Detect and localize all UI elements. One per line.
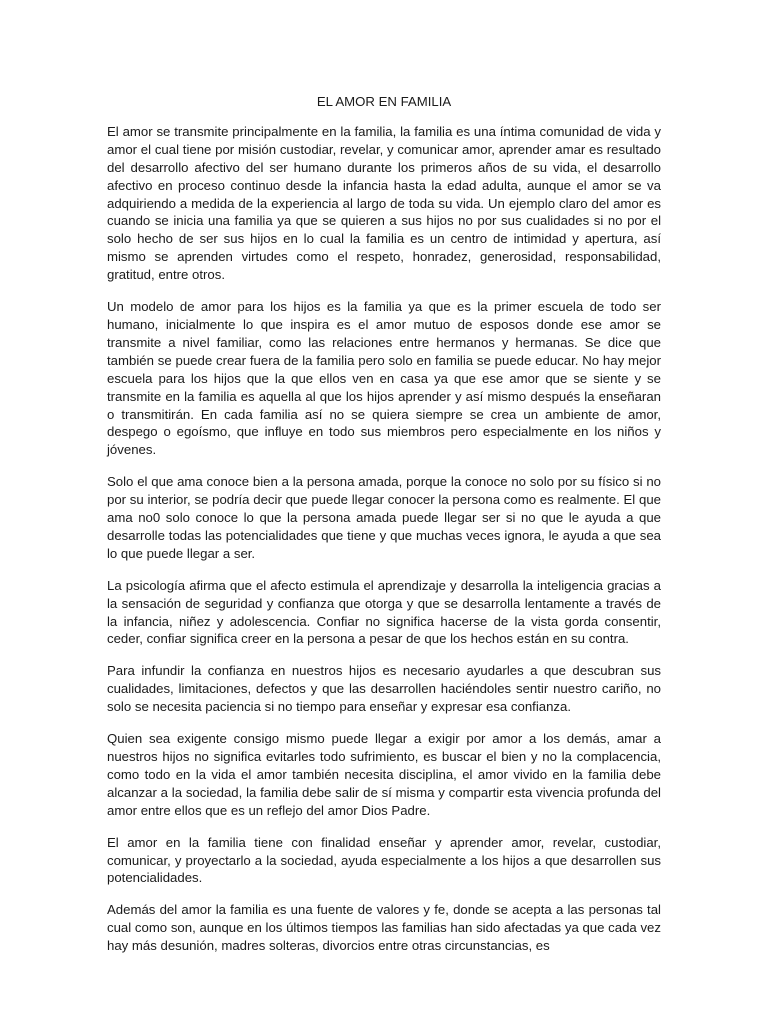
paragraph-8: Además del amor la familia es una fuente de valores y fe, donde se acepta a las personas tal cual como son, aunque en los últimos tiempos las familias han sido afectadas ya que cada vez hay más desunión, madres solteras, divorcios entre otras circunstancias, es — [107, 902, 661, 954]
paragraph-5: Para infundir la confianza en nuestros hijos es necesario ayudarles a que descubran sus cualidades, limitaciones, defectos y que las desarrollen haciéndoles sentir nuestro cariño, no solo se necesita paciencia si no tiempo para enseñar y expresar esa confianza. — [107, 663, 661, 715]
paragraph-6: Quien sea exigente consigo mismo puede llegar a exigir por amor a los demás, amar a nuestros hijos no significa evitarles todo sufrimiento, es buscar el bien y no la complacencia, como todo en la vida el amor también necesita disciplina, el amor vivido en la familia debe alcanzar a la sociedad, la familia debe salir de sí misma y compartir esta vivencia profunda del amor entre ellos que es un reflejo del amor Dios Padre. — [107, 731, 661, 818]
document-title: EL AMOR EN FAMILIA — [316, 94, 452, 109]
paragraph-3: Solo el que ama conoce bien a la persona amada, porque la conoce no solo por su físico si no por su interior, se podría decir que puede llegar conocer la persona como es realmente. El que ama no0 solo conoce lo que la persona amada puede llegar ser si no que le ayuda a que desarrolle todas las potencialidades que tiene y que muchas veces ignora, le ayuda a que sea lo que puede llegar a ser. — [107, 474, 661, 561]
paragraph-2: Un modelo de amor para los hijos es la familia ya que es la primer escuela de todo ser humano, inicialmente lo que inspira es el amor mutuo de esposos donde ese amor se transmite a nivel familiar, como las relaciones entre hermanos y hermanas. Se dice que también se puede crear fuera de la familia pero solo en familia se puede educar. No hay mejor escuela para los hijos que la que ellos ven en casa ya que ese amor que se siente y se transmite en la familia es aquella al que los hijos aprender y así mismo después la enseñaran o transmitirán. En cada familia así no se quiera siempre se crea un ambiente de amor, despego o egoísmo, que influye en todo sus miembros pero especialmente en los niños y jóvenes. — [107, 299, 661, 458]
document-page — [107, 93, 661, 969]
paragraph-7: El amor en la familia tiene con finalidad enseñar y aprender amor, revelar, custodiar, comunicar, y proyectarlo a la sociedad, ayuda especialmente a los hijos a que desarrollen sus potencialidades. — [107, 834, 661, 886]
paragraph-1: El amor se transmite principalmente en la familia, la familia es una íntima comunidad de vida y amor el cual tiene por misión custodiar, revelar, y comunicar amor, aprender amar es resultado del desarrollo afectivo del ser humano durante los primeros años de su vida, el desarrollo afectivo en proceso continuo desde la infancia hasta la edad adulta, aunque el amor se va adquiriendo a medida de la experiencia al largo de toda su vida. Un ejemplo claro del amor es cuando se inicia una familia ya que se quieren a sus hijos no por sus cualidades si no por el solo hecho de ser sus hijos en lo cual la familia es un centro de intimidad y apertura, así mismo se aprenden virtudes como el respeto, honradez, generosidad, responsabilidad, gratitud, entre otros. — [107, 123, 661, 283]
paragraph-4: La psicología afirma que el afecto estimula el aprendizaje y desarrolla la inteligencia gracias a la sensación de seguridad y confianza que otorga y que se desarrolla lentamente a través de la infancia, niñez y adolescencia. Confiar no significa hacerse de la vista gorda consentir, ceder, confiar significa creer en la persona a pesar de que los hechos están en su contra. — [107, 577, 661, 647]
